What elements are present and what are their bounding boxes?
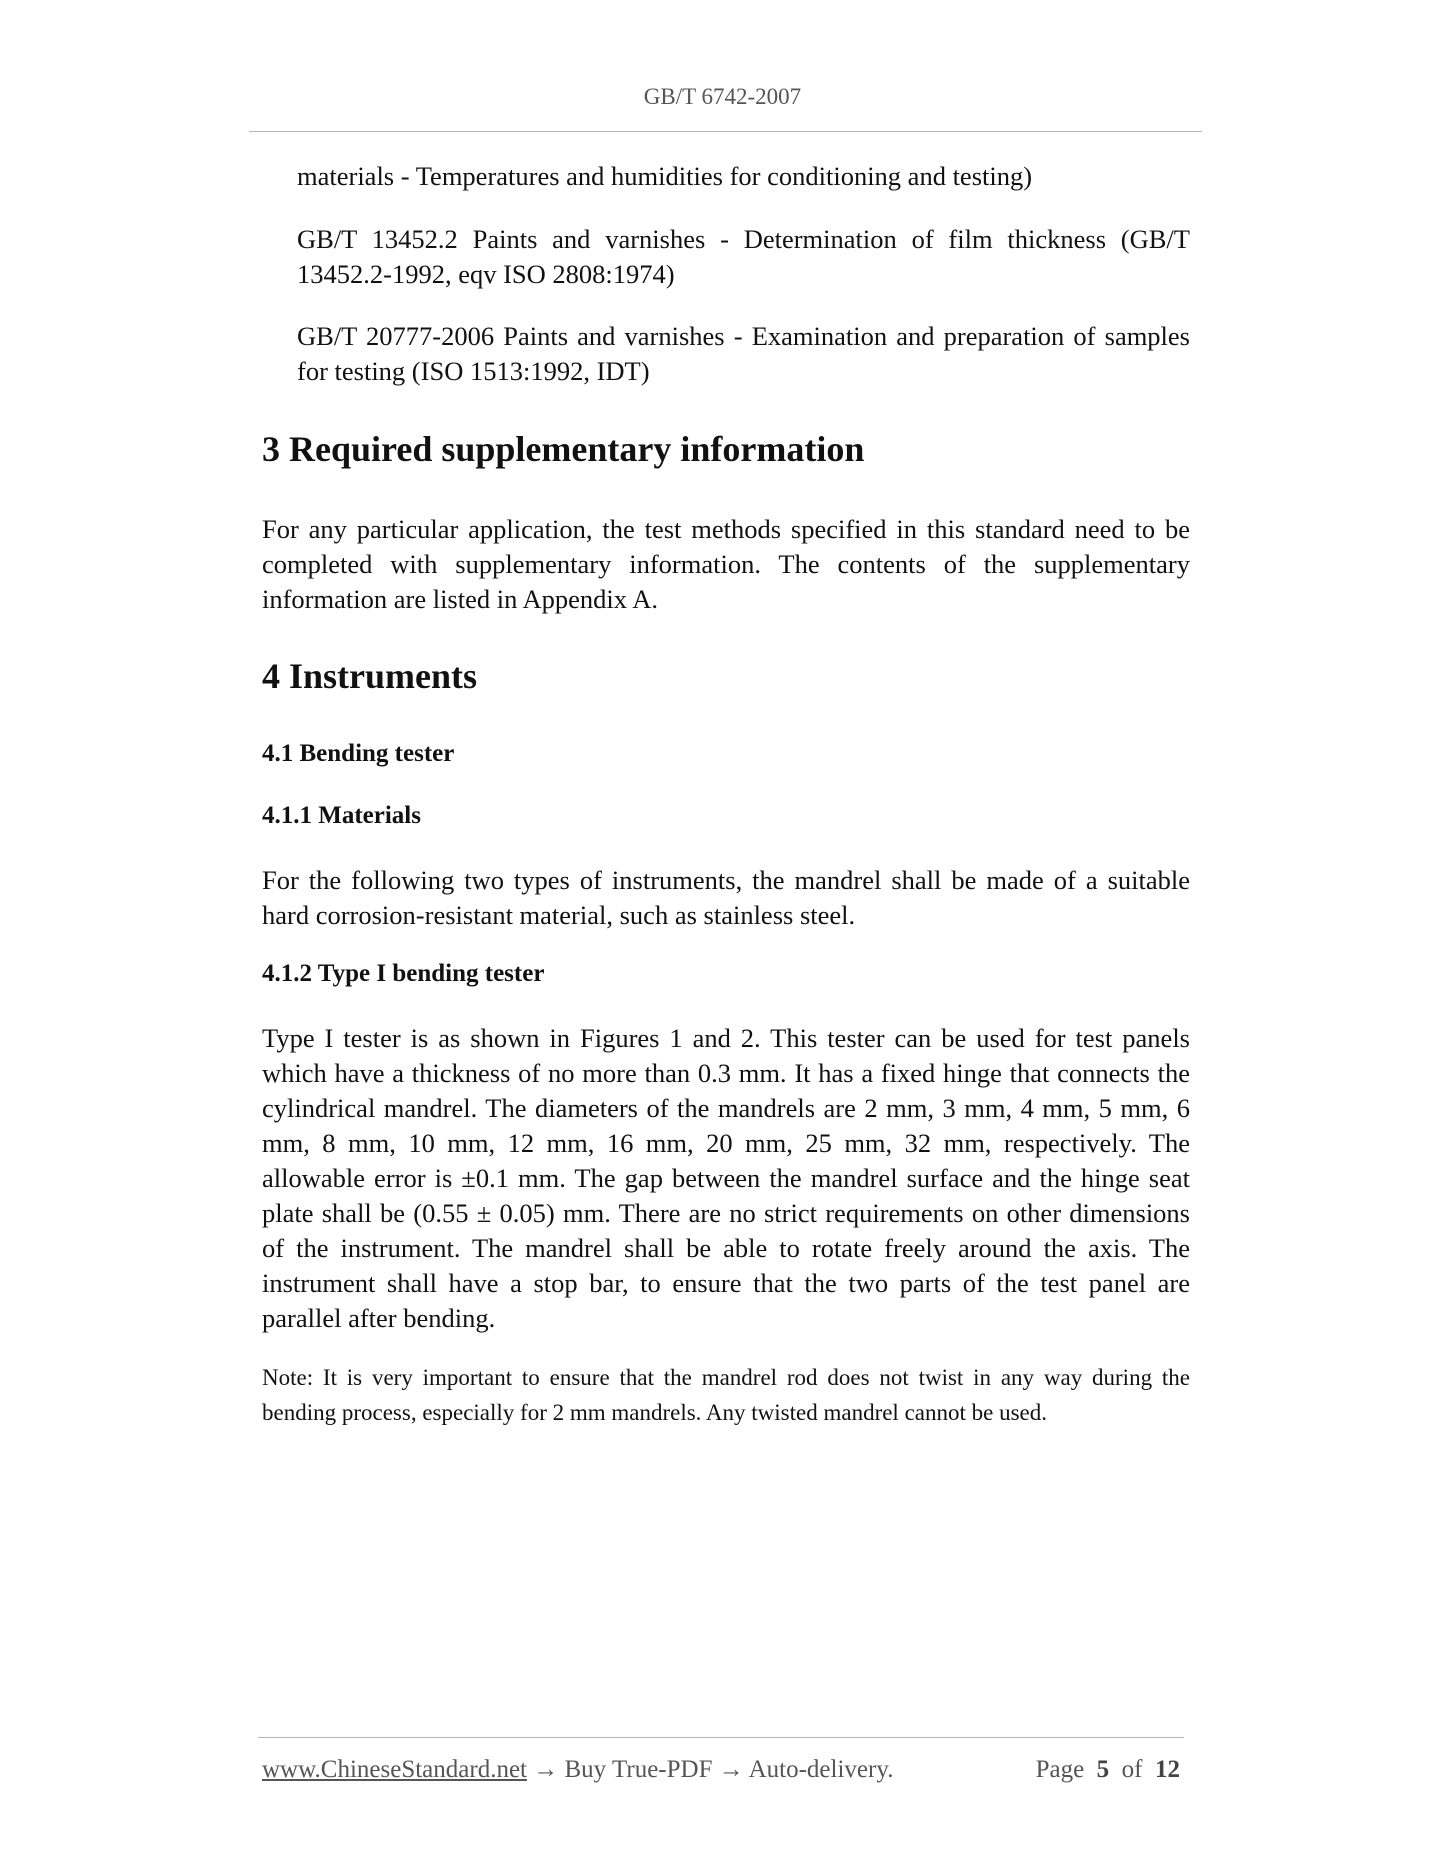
of-label: of [1121, 1756, 1143, 1783]
subsection-4-1-2-paragraph: Type I tester is as shown in Figures 1 and 2. This tester can be used for test panels which have a thickness of no more than 0.3 mm. It has a fixed hinge that connects the cylindrical mandrel. The diameters of the mandrels are 2 mm, 3 mm, 4 mm, 5 mm, 6 mm, 8 mm, 10 mm, 12 mm, 16 mm, 20 mm, 25 mm, 32 mm, respectively. The allowable error is ±0.1 mm. The gap between the mandrel surface and the hinge seat plate shall be (0.55 ± 0.05) mm. There are no strict requirements on other dimensions of the instrument. The mandrel shall be able to rotate freely around the axis. The instrument shall have a stop bar, to ensure that the two parts of the test panel are parallel after bending. [262, 1023, 1190, 1333]
subsection-4-1-1-paragraph: For the following two types of instruments, the mandrel shall be made of a suitable hard corrosion-resistant material, such as stainless steel. [262, 865, 1190, 930]
section-4-heading: 4 Instruments [262, 656, 478, 696]
subsection-4-1-heading: 4.1 Bending tester [262, 740, 455, 767]
buy-text: Buy True-PDF [564, 1756, 713, 1783]
reference-continuation: materials - Temperatures and humidities for conditioning and testing) [297, 161, 1033, 191]
section-3-paragraph: For any particular application, the test methods specified in this standard need to be completed with supplementary information. The contents of the supplementary information are listed in Appendix A. [262, 514, 1190, 614]
section-3-heading: 3 Required supplementary information [262, 429, 865, 469]
reference-gbt-20777: GB/T 20777-2006 Paints and varnishes - Examination and preparation of samples for testing (ISO 1513:1992, IDT) [297, 321, 1190, 386]
page-total: 12 [1155, 1756, 1180, 1783]
footer-divider [258, 1737, 1184, 1738]
page-header-title: GB/T 6742-2007 [643, 84, 802, 109]
delivery-text: Auto-delivery. [748, 1756, 894, 1783]
page-number [1036, 1756, 1180, 1784]
subsection-4-1-2-heading: 4.1.2 Type I bending tester [262, 960, 545, 987]
page-current: 5 [1096, 1756, 1110, 1783]
arrow-icon: → [718, 1756, 744, 1783]
subsection-4-1-1-heading: 4.1.1 Materials [262, 802, 421, 829]
site-link[interactable]: www.ChineseStandard.net [262, 1756, 527, 1783]
reference-gbt-13452-2: GB/T 13452.2 Paints and varnishes - Determination of film thickness (GB/T 13452.2-1992, eqv ISO 2808:1974) [297, 224, 1190, 289]
footer-promo [262, 1756, 893, 1784]
page-label: Page [1035, 1756, 1085, 1783]
arrow-icon: → [533, 1756, 559, 1783]
header-divider [249, 131, 1202, 132]
mandrel-note: Note: It is very important to ensure that the mandrel rod does not twist in any way during the bending process, especially for 2 mm mandrels. Any twisted mandrel cannot be used. [262, 1365, 1190, 1425]
